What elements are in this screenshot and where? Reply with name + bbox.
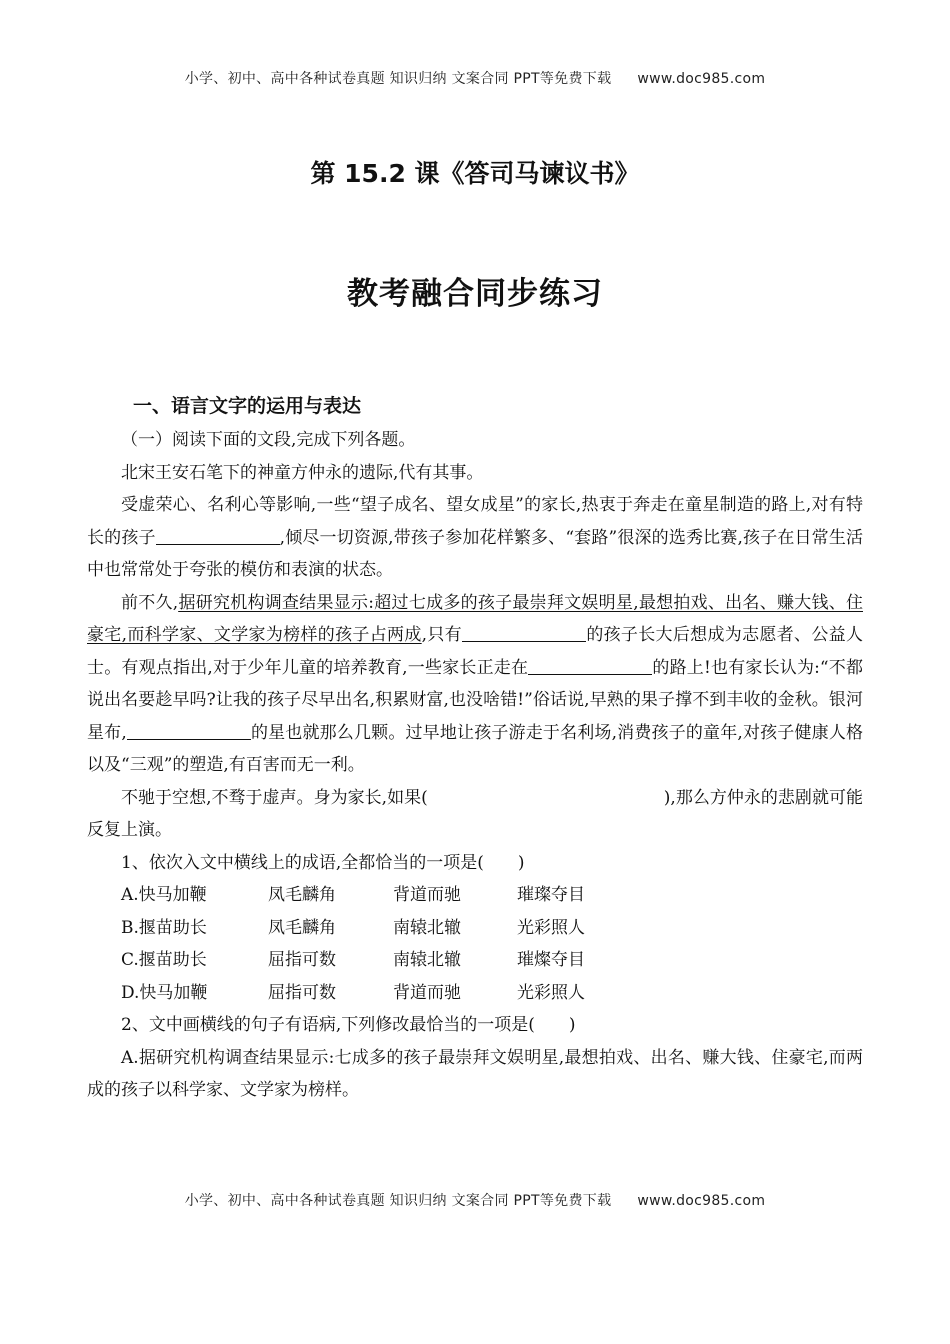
option-term: 凤毛麟角 (268, 885, 336, 905)
section-heading: 一、语言文字的运用与表达 (133, 395, 362, 417)
question-1-stem: 1、依次入文中横线上的成语,全都恰当的一项是( ) (121, 852, 525, 873)
blank-4 (127, 721, 251, 740)
paragraph-3-part-c: 的孩子长大后想成为志愿者、公益人士。有观点指出,对于少年儿童的培养教育,一些家长正走在 (87, 625, 863, 678)
lesson-title: 第 15.2 课《答司马谏议书》 (310, 159, 640, 188)
paragraph-2 (87, 489, 863, 587)
option-term: D.快马加鞭 (121, 982, 208, 1003)
option-term: 屈指可数 (268, 950, 336, 970)
paragraph-4-part-b: ),那么方仲永的悲剧就可能反复上演。 (87, 787, 863, 840)
question-1-option-d (87, 977, 863, 1010)
main-content (87, 390, 863, 1107)
option-term: 背道而驰 (393, 885, 461, 905)
page-header (0, 68, 950, 88)
exercise-title: 教考融合同步练习 (347, 276, 603, 312)
question-2-option-a: A.据研究机构调查结果显示:七成多的孩子最崇拜文娱明星,最想拍戏、出名、赚大钱、住豪宅,而两成的孩子以科学家、文学家为榜样。 (87, 1047, 863, 1100)
header-url[interactable]: www.doc985.com (637, 71, 766, 87)
paragraph-3-part-e: 的星也就那么几颗。过早地让孩子游走于名利场,消费孩子的童年,对孩子健康人格以及“三观”的塑造,有百害而无一利。 (87, 722, 864, 775)
option-term: B.揠苗助长 (121, 917, 207, 938)
option-term: 璀璨夺目 (517, 885, 585, 905)
paragraph-1: 北宋王安石笔下的神童方仲永的遗际,代有其事。 (121, 462, 484, 483)
page-footer (0, 1190, 950, 1210)
paragraph-3-part-b: ,只有 (421, 625, 462, 645)
paragraph-2-part-a: 受虚荣心、名利心等影响,一些“望子成名、望女成星”的家长,热衷于奔走在童星制造的路上,对有特长的孩子 (87, 495, 863, 548)
question-1-option-b (87, 912, 863, 945)
paragraph-3-part-d: 的路上!也有家长认为:“不都说出名要趁早吗?让我的孩子尽早出名,积累财富,也没啥错!”俗话说,早熟的果子撑不到丰收的金秋。银河星布, (87, 657, 864, 743)
sub-heading: （一）阅读下面的文段,完成下列各题。 (121, 430, 416, 450)
blank-1 (156, 526, 280, 545)
footer-url[interactable]: www.doc985.com (637, 1193, 766, 1209)
option-term: A.快马加鞭 (121, 885, 207, 905)
blank-2 (462, 623, 586, 642)
option-term: 背道而驰 (393, 982, 461, 1003)
question-1-option-a (87, 879, 863, 912)
footer-text: 小学、初中、高中各种试卷真题 知识归纳 文案合同 PPT等免费下载 (184, 1193, 612, 1209)
blank-3 (528, 656, 652, 675)
header-text: 小学、初中、高中各种试卷真题 知识归纳 文案合同 PPT等免费下载 (184, 71, 612, 87)
question-1-option-c (87, 944, 863, 977)
option-term: 璀燦夺目 (517, 950, 585, 970)
paragraph-4-part-a: 不驰于空想,不骛于虚声。身为家长,如果( (121, 787, 428, 808)
option-term: C.揠苗助长 (121, 950, 207, 970)
underlined-sentence: 据研究机构调查结果显示:超过七成多的孩子最崇拜文娱明星,最想拍戏、出名、赚大钱、住豪宅,而科学家、文学家为榜样的孩子占两成 (87, 592, 863, 645)
option-term: 光彩照人 (517, 982, 585, 1003)
option-term: 南辕北辙 (393, 917, 461, 938)
paragraph-3-part-a: 前不久, (121, 592, 179, 613)
paragraph-2-part-b: ,倾尽一切资源,带孩子参加花样繁多、“套路”很深的选秀比赛,孩子在日常生活中也常常处于夸张的模仿和表演的状态。 (87, 527, 863, 580)
paragraph-4 (87, 782, 863, 847)
option-term: 屈指可数 (268, 982, 336, 1003)
option-term: 南辕北辙 (393, 950, 461, 970)
question-2-stem: 2、文中画横线的句子有语病,下列修改最恰当的一项是( ) (121, 1015, 576, 1035)
paragraph-3 (87, 587, 863, 782)
option-term: 凤毛麟角 (268, 917, 336, 938)
option-term: 光彩照人 (517, 917, 585, 938)
